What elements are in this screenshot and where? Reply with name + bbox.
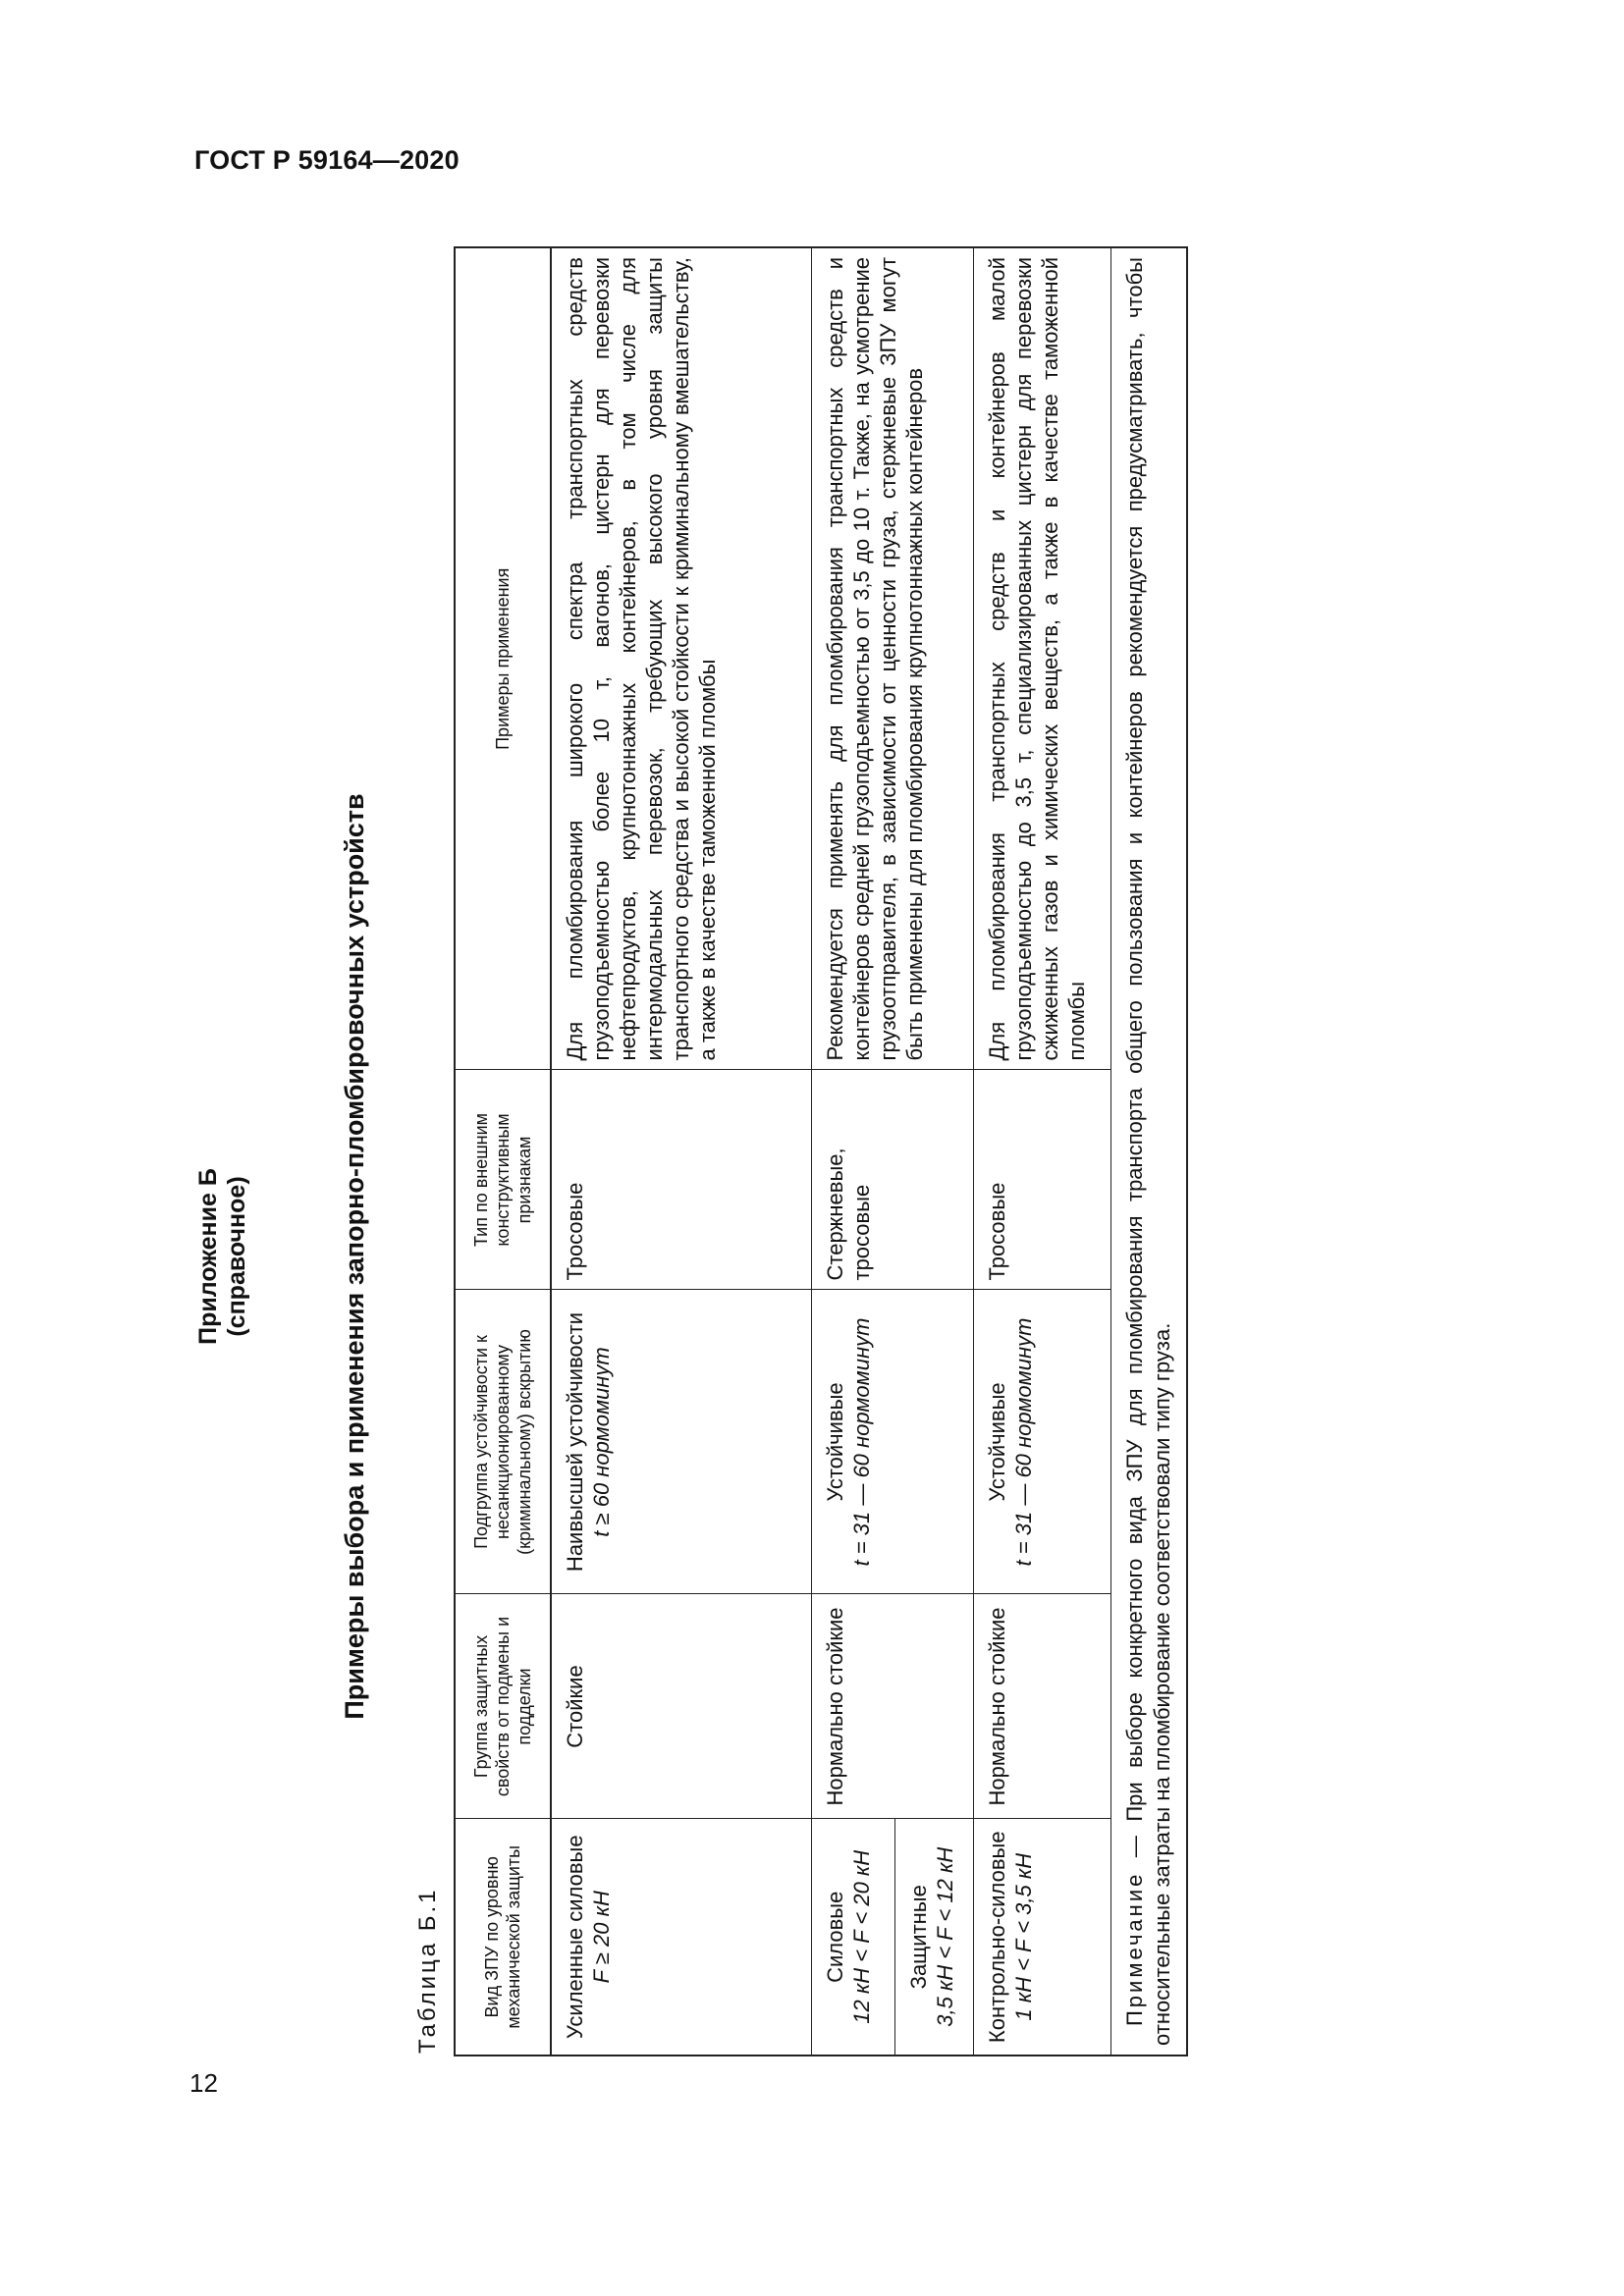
table-row: [811, 247, 894, 2056]
cell-examples: Рекомендуется применять для пломбирования транспортных средств и контейнеров средней грузоподъемностью от 3,5 до 10 т. Также, на усмотрение грузоотправителя, в зависимости от ценности груза, стержневые ЗПУ могут быть применены для пломбирования крупнотоннажных контейнеров: [811, 247, 973, 1070]
header-cell-design: Тип по внешним конструктивным признакам: [455, 1070, 551, 1290]
header-cell-subgroup: Подгруппа устойчивости к несанкционированному (криминальному) вскрытию: [455, 1290, 551, 1594]
cell-design: Тросовые: [973, 1070, 1110, 1290]
cell-examples: Для пломбирования транспортных средств и контейнеров малой грузоподъемностью до 3,5 т, специализированных цистерн для перевозки сжиженных газов и химических веществ, а также в качестве таможенной пломбы: [973, 247, 1110, 1070]
header-cell-type: Вид ЗПУ по уровню механической защиты: [455, 1819, 551, 2056]
header-cell-examples: Примеры применения: [455, 247, 551, 1070]
time-value: t = 31 — 60 нормоминут: [1010, 1317, 1036, 1567]
cell-group: Нормально стойкие: [811, 1594, 973, 1819]
force-value: 1 кН < F < 3,5 кН: [1010, 1852, 1036, 2021]
cell-type-secondary: [894, 1819, 973, 2056]
type-label: Защитные: [905, 1885, 931, 1990]
cell-subgroup: [973, 1290, 1110, 1594]
time-label: [1010, 1300, 1037, 1585]
table-note: [1110, 247, 1187, 2056]
cell-design: Тросовые: [551, 1070, 811, 1290]
table-note-row: [1110, 247, 1187, 2056]
type-label: Контрольно-силовые: [984, 1831, 1009, 2044]
cell-type: [973, 1819, 1110, 2056]
cell-group: Нормально стойкие: [973, 1594, 1110, 1819]
force-value: F ≥ 20 кН: [589, 1891, 614, 1984]
force-label: [932, 1829, 958, 2047]
force-label: [848, 1829, 875, 2047]
subgroup-label: Устойчивые: [822, 1382, 847, 1502]
type-label: Усиленные силовые: [563, 1835, 587, 2040]
time-value: t = 31 — 60 нормоминут: [848, 1317, 874, 1567]
cell-design: Стержневые, тросовые: [811, 1070, 973, 1290]
time-value: t ≥ 60 нормоминут: [589, 1347, 614, 1537]
appendix-subtitle: (справочное): [223, 1176, 250, 1337]
subgroup-label: Устойчивые: [984, 1382, 1009, 1502]
cell-subgroup: [551, 1290, 811, 1594]
page-number: 12: [189, 2068, 218, 2098]
subgroup-label: Наивысшей устойчивости: [563, 1311, 587, 1573]
note-text: — При выборе конкретного вида ЗПУ для пломбирования транспорта общего пользования и контейнеров рекомендуется предусматривать, чтобы относительные затраты на пломбирование соответствовали типу груза.: [1121, 257, 1174, 2046]
type-label: Силовые: [822, 1891, 847, 1983]
table-header-row: [455, 247, 551, 2056]
header-cell-group: Группа защитных свойств от подмены и подделки: [455, 1594, 551, 1819]
appendix-heading: [194, 324, 251, 2189]
appendix-title: Приложение Б: [194, 1168, 222, 1345]
cell-examples: Для пломбирования широкого спектра транспортных средств грузоподъемностью более 10 т, вагонов, цистерн для перевозки нефтепродуктов, крупнотоннажных контейнеров, в том числе для интермодальных перевозок, требующих высокого уровня защиты транспортного средства и высокой стойкости к криминальному вмешательству, а также в качестве таможенной пломбы: [551, 247, 811, 1070]
cell-type: [811, 1819, 894, 2056]
rotated-page-content: [98, 257, 1526, 2189]
force-label: [1010, 1829, 1037, 2047]
section-title: Примеры выбора и применения запорно-пломбировочных устройств: [340, 793, 369, 1720]
table-label: Таблица Б.1: [414, 1887, 441, 2054]
time-label: [588, 1300, 615, 1585]
force-value: 3,5 кН < F < 12 кН: [932, 1846, 957, 2027]
time-label: [848, 1300, 875, 1585]
zpu-table: [454, 246, 1188, 2056]
force-value: 12 кН < F < 20 кН: [848, 1849, 874, 2024]
note-label: Примечание: [1121, 1871, 1147, 2026]
cell-group: Стойкие: [551, 1594, 811, 1819]
cell-subgroup: [811, 1290, 973, 1594]
table-row: [551, 247, 811, 2056]
force-label: [588, 1829, 615, 2047]
cell-type: [551, 1819, 811, 2056]
table-row: [973, 247, 1110, 2056]
document-header: ГОСТ Р 59164—2020: [194, 145, 460, 175]
